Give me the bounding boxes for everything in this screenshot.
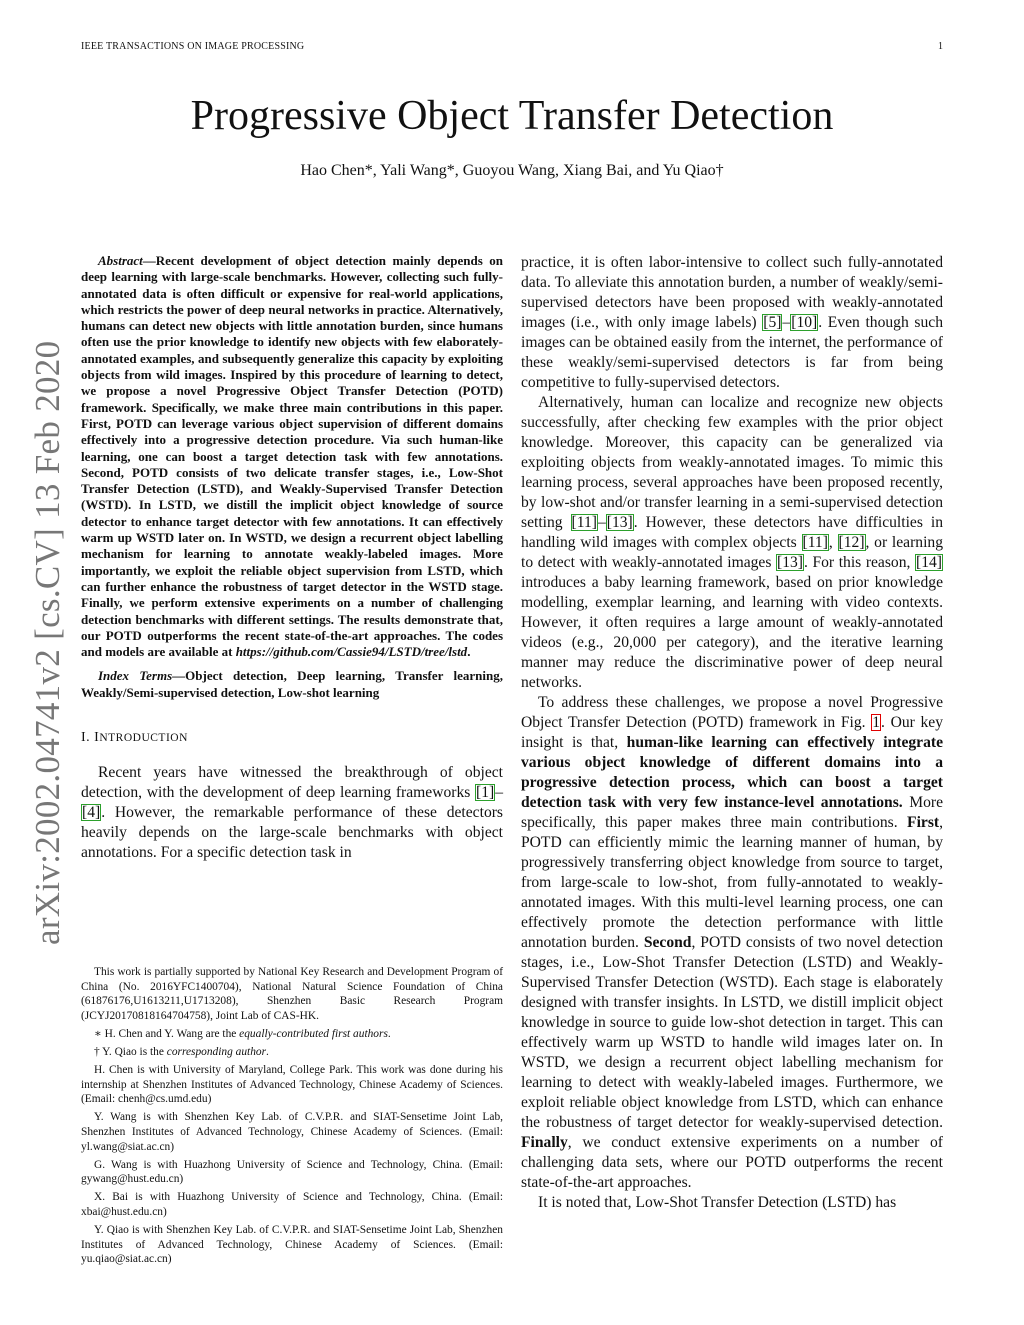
- intro-text: Recent years have witnessed the breakthrough of object detection, with the development of deep learning frameworks: [81, 764, 503, 802]
- paper-title: Progressive Object Transfer Detection: [190, 93, 834, 139]
- contribution-label: First: [907, 814, 940, 831]
- body-paragraph: [521, 693, 943, 1193]
- citation-link[interactable]: [4]: [82, 804, 101, 822]
- abstract: [81, 253, 503, 660]
- abstract-lead: Abstract: [98, 253, 143, 268]
- left-column: [81, 253, 503, 863]
- intro-paragraph-1: [81, 763, 503, 863]
- citation-link[interactable]: [10]: [791, 314, 818, 331]
- footnote-affiliation: G. Wang is with Huazhong University of Science and Technology, China. (Email: gywang@hust.edu.cn): [81, 1158, 503, 1186]
- citation-link[interactable]: [11]: [802, 534, 828, 551]
- contribution-label: Finally: [521, 1134, 568, 1151]
- body-paragraph: It is noted that, Low-Shot Transfer Detection (LSTD) has: [538, 1194, 897, 1211]
- index-terms-text: —Object detection, Deep learning, Transfer learning, Weakly/Semi-supervised detection, Low-shot learning: [81, 668, 503, 700]
- body-paragraph: [521, 253, 943, 393]
- body-text: , we conduct extensive experiments on a number of challenging data sets, where our POTD outperforms the recent state-of-the-art approaches.: [521, 1134, 943, 1191]
- page-number: 1: [938, 41, 943, 52]
- abstract-text: —Recent development of object detection mainly depends on deep learning with large-scale benchmarks. However, collecting such fully-annotated data is often difficult or expensive for real-world applications, which restricts the power of deep neural networks in practice. Alternatively, humans can detect new objects with little annotation burden, since humans often use the prior knowledge to identify new objects with few elaborately-annotated examples, and subsequently generalize this capacity by exploiting objects from wild images. Inspired by this procedure of learning to detect, we propose a novel Progressive Object Transfer Detection (POTD) framework. Specifically, we make three main contributions in this paper. First, POTD can leverage various object supervision of different domains effectively into a progressive detection procedure. Via such human-like learning, one can boost a target detection task with few annotations. Second, POTD consists of two delicate transfer stages, i.e., Low-Shot Transfer Detection (LSTD), and Weakly-Supervised Transfer Detection (WSTD). In LSTD, we distill the implicit object knowledge of source detector to enhance target detector with few annotations. It can effectively warm up WSTD later on. In WSTD, we design a recurrent object labelling mechanism for learning to annotate weakly-labeled images. More importantly, we exploit the reliable object supervision from LSTD, which can further enhance the robustness of target detector in the WSTD stage. Finally, we perform extensive experiments on a number of challenging detection benchmarks with different settings. The results demonstrate that, our POTD outperforms the recent state-of-the-art approaches. The codes and models are available at: [81, 253, 503, 660]
- footnote-affiliation: Y. Wang is with Shenzhen Key Lab. of C.V.P.R. and SIAT-Sensetime Joint Lab, Shenzhen Institutes of Advanced Technology, Chinese Academy of Sciences. (Email: yl.wang@siat.ac.cn): [81, 1111, 503, 1153]
- arxiv-stamp: arXiv:2002.04741v2 [cs.CV] 13 Feb 2020: [28, 340, 67, 945]
- index-terms: [81, 668, 503, 701]
- citation-dash: –: [597, 514, 606, 531]
- index-terms-lead: Index Terms: [98, 668, 173, 684]
- running-header: IEEE TRANSACTIONS ON IMAGE PROCESSING: [81, 41, 305, 52]
- body-text: . Even though such images can be obtained easily from the internet, the performance of these weakly/semi-supervised detectors is far from being competitive to fully-supervised detectors.: [521, 314, 943, 391]
- citation-link[interactable]: [12]: [838, 534, 865, 551]
- intro-text: . However, the remarkable performance of these detectors heavily depends on the large-scale benchmarks with object annotations. For a specific detection task in: [81, 804, 503, 862]
- body-text: , or learning to detect with weakly-annotated images: [521, 534, 943, 571]
- body-text: . However, these detectors have difficulties in handling wild images with complex objects: [521, 514, 943, 551]
- citation-dash: –: [495, 784, 503, 802]
- footnote-emphasis: corresponding author: [166, 1045, 267, 1058]
- body-text: . For this reason,: [803, 554, 916, 571]
- citation-link[interactable]: [13]: [606, 514, 633, 531]
- citation-link[interactable]: [5]: [763, 314, 782, 331]
- key-insight-text: human-like learning can effectively integrate various object knowledge of different domains into a progressive detection process, which can boost a target detection task with very few instance-level annotations.: [521, 734, 943, 811]
- citation-link[interactable]: [11]: [571, 514, 597, 531]
- contribution-label: Second: [643, 934, 692, 951]
- body-text: , POTD can efficiently mimic the learning manner of human, by progressively transferring object knowledge from source to target, from large-scale to low-shot, from fully-annotated to weakly-annotated images. With this multi-level learning process, one can effectively promote the detection performance with little annotation burden.: [521, 814, 943, 951]
- citation-link[interactable]: [13]: [777, 554, 803, 571]
- footnote-text: † Y. Qiao is the: [94, 1045, 167, 1058]
- body-text: practice, it is often labor-intensive to collect such fully-annotated data. To alleviate this annotation burden, a number of weakly/semi-supervised detectors have been proposed with weakly-annotated images (i.e., with only image labels): [521, 254, 943, 331]
- footnote-funding: This work is partially supported by National Key Research and Development Program of China (No. 2016YFC1400704), National Natural Science Foundation of China (61876176,U1613211,U1713208), Shenzhen Basic Research Program (JCYJ20170818164704758), Joint Lab of CAS-HK.: [81, 966, 503, 1022]
- body-text: . Our key insight is that,: [521, 714, 944, 751]
- code-url-link[interactable]: https://github.com/Cassie94/LSTD/tree/lstd: [235, 644, 468, 660]
- abstract-end: .: [467, 644, 471, 660]
- section-title-rest: NTRODUCTION: [99, 732, 188, 745]
- author-list: Hao Chen*, Yali Wang*, Guoyou Wang, Xiang Bai, and Yu Qiao†: [300, 162, 724, 179]
- section-numeral: I.: [81, 730, 95, 746]
- right-column: [521, 253, 943, 1213]
- footnote-affiliation: Y. Qiao is with Shenzhen Key Lab. of C.V.P.R. and SIAT-Sensetime Joint Lab, Shenzhen Institutes of Advanced Technology, Chinese Academy of Sciences. (Email: yu.qiao@siat.ac.cn): [81, 1224, 503, 1266]
- footnotes: [81, 965, 503, 1270]
- footnote-emphasis: equally-contributed first authors: [239, 1027, 388, 1040]
- citation-link[interactable]: [1]: [476, 784, 495, 802]
- body-text: More specifically, this paper makes three main contributions.: [521, 794, 943, 831]
- footnote-text: ∗ H. Chen and Y. Wang are the: [94, 1027, 240, 1040]
- citation-separator: ,: [828, 534, 838, 551]
- body-text: To address these challenges, we propose a novel Progressive Object Transfer Detection (POTD) framework in Fig.: [521, 694, 943, 731]
- figure-reference-link[interactable]: 1: [872, 714, 880, 731]
- footnote-affiliation: H. Chen is with University of Maryland, College Park. This work was done during his internship at Shenzhen Institutes of Advanced Technology, Chinese Academy of Sciences. (Email: chenh@cs.umd.edu): [81, 1064, 503, 1106]
- body-text: introduces a baby learning framework, based on prior knowledge modelling, exemplar learning, and learning with video contexts. However, it often requires a large amount of weakly-annotated videos (e.g., 20,000 per category), and the iterative learning manner may reduce the discriminative power of deep neural networks.: [521, 574, 943, 691]
- citation-dash: –: [782, 314, 791, 331]
- citation-link[interactable]: [14]: [916, 554, 942, 571]
- footnote-equal-contribution: ∗ H. Chen and Y. Wang are the equally-contributed first authors.: [94, 1027, 391, 1040]
- footnote-corresponding: † Y. Qiao is the corresponding author.: [94, 1045, 269, 1058]
- body-text: , POTD consists of two novel detection stages, i.e., Low-Shot Transfer Detection (LSTD) and Weakly-Supervised Transfer Detection (WSTD). Each stage is elaborately designed with transfer insights. In LSTD, we distill implicit object knowledge in source to guide low-shot detection in target. This can effectively warm up WSTD to handle wild images later on. In WSTD, we design a recurrent object labelling mechanism for learning to detect with weakly-labeled images. Furthermore, we exploit reliable object knowledge from LSTD, which can enhance the robustness of target detector for weakly-supervised detection.: [521, 934, 943, 1131]
- footnote-affiliation: X. Bai is with Huazhong University of Science and Technology, China. (Email: xbai@hust.edu.cn): [81, 1191, 503, 1218]
- body-paragraph: [521, 393, 943, 693]
- section-heading-introduction: [81, 728, 503, 748]
- body-text: Alternatively, human can localize and recognize new objects successfully, after checking few examples with the prior object knowledge. Moreover, this capacity can be generalized via exploiting objects from weakly-annotated images. To mimic this learning process, several approaches have been proposed recently, by low-shot and/or transfer learning in a semi-supervised detection setting: [521, 394, 943, 531]
- section-first-letter: I: [94, 730, 100, 746]
